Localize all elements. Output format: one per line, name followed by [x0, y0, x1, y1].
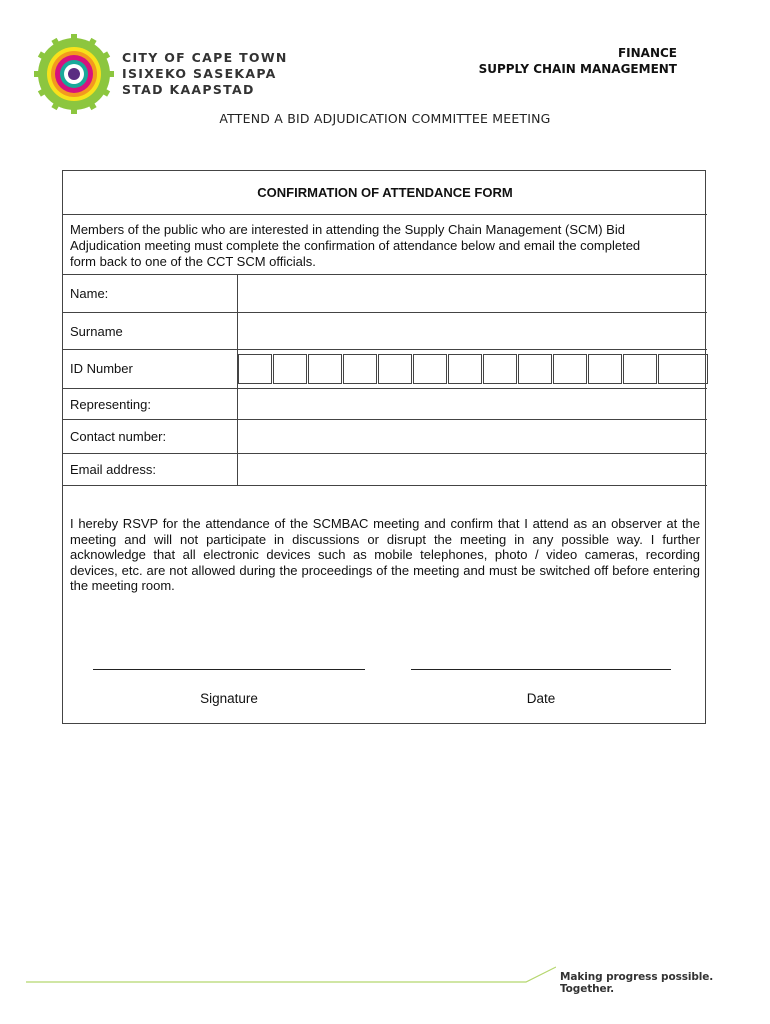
id-digit-box[interactable] [553, 354, 587, 384]
contact-number-field[interactable] [237, 420, 707, 453]
representing-row [63, 389, 707, 420]
footer-tagline: Making progress possible. Together. [560, 971, 714, 995]
document-subtitle: ATTEND A BID ADJUDICATION COMMITTEE MEETING [219, 111, 551, 126]
footer-swoosh-icon [26, 966, 556, 984]
id-digit-box[interactable] [623, 354, 657, 384]
contact-number-row [63, 420, 707, 454]
id-number-row [63, 350, 707, 389]
signature-label: Signature [200, 691, 258, 706]
division-name: SUPPLY CHAIN MANAGEMENT [478, 62, 677, 76]
id-digit-box[interactable] [238, 354, 272, 384]
id-digit-box[interactable] [518, 354, 552, 384]
signature-line[interactable] [93, 669, 365, 670]
form-title: CONFIRMATION OF ATTENDANCE FORM [63, 171, 707, 215]
id-digit-box[interactable] [343, 354, 377, 384]
email-field[interactable] [237, 454, 707, 485]
intro-line: Members of the public who are interested in attending the Supply Chain Management (SCM) Bid [70, 222, 625, 237]
id-digit-box[interactable] [658, 354, 708, 384]
department-header [479, 45, 677, 77]
contact-number-label: Contact number: [70, 429, 167, 444]
id-digit-box[interactable] [273, 354, 307, 384]
rsvp-statement: I hereby RSVP for the attendance of the SCMBAC meeting and confirm that I attend as an observer at the meeting and will not participate in discussions or disrupt the meeting in any possible way. I further acknowledge that all electronic devices such as mobile telephones, photo / video cameras, recording devices, etc. are not allowed during the proceedings of the meeting and must be switched off before entering the meeting room. [70, 516, 700, 593]
city-of-cape-town-logo-icon [34, 34, 114, 114]
logo-line-xhosa: ISIXEKO SASEKAPA [122, 66, 277, 81]
logo-line-afrikaans: STAD KAAPSTAD [122, 82, 255, 97]
intro-line: Adjudication meeting must complete the confirmation of attendance below and email the completed [70, 238, 641, 253]
attendance-form [62, 170, 706, 724]
email-label: Email address: [70, 462, 156, 477]
id-digit-box[interactable] [588, 354, 622, 384]
logo-line-english: CITY OF CAPE TOWN [122, 50, 288, 65]
surname-label: Surname [70, 324, 123, 339]
id-digit-box[interactable] [308, 354, 342, 384]
id-number-label: ID Number [70, 361, 133, 376]
date-line[interactable] [411, 669, 671, 670]
id-number-field [237, 350, 707, 388]
id-digit-box[interactable] [448, 354, 482, 384]
department-name: FINANCE [617, 46, 677, 60]
id-digit-box[interactable] [483, 354, 517, 384]
date-label: Date [526, 691, 556, 706]
id-digit-box[interactable] [413, 354, 447, 384]
name-label: Name: [70, 286, 109, 301]
email-row [63, 454, 707, 486]
representing-field[interactable] [237, 389, 707, 419]
intro-line: form back to one of the CCT SCM officials. [70, 254, 316, 269]
representing-label: Representing: [70, 397, 151, 412]
name-field[interactable] [237, 275, 707, 312]
form-intro [63, 215, 707, 275]
logo-wordmark [122, 50, 288, 98]
surname-field[interactable] [237, 313, 707, 349]
surname-row [63, 313, 707, 350]
name-row [63, 275, 707, 313]
id-digit-box[interactable] [378, 354, 412, 384]
